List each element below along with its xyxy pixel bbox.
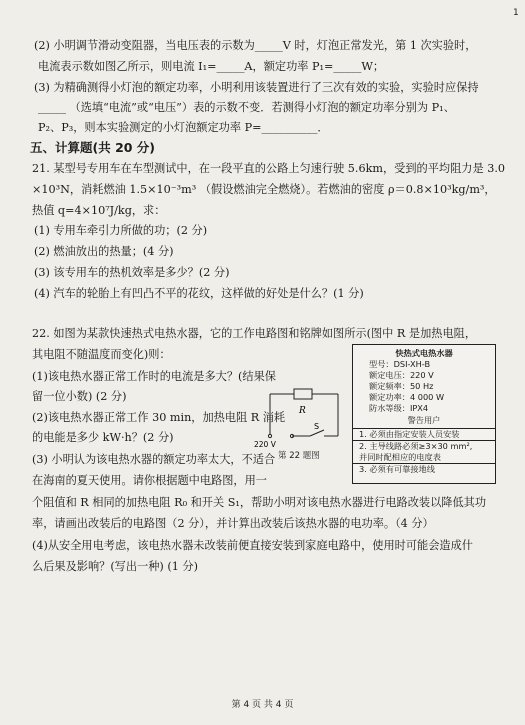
nameplate-note: 并同时配相应的电度表 <box>353 452 495 464</box>
section-title: 五、计算题(共 20 分) <box>30 140 156 155</box>
resistor-r <box>294 389 312 399</box>
figure-caption: 第 22 题图 <box>278 451 320 461</box>
nameplate-row: 防水等级：IPX4 <box>369 403 429 413</box>
page-footer: 第 4 页 共 4 页 <box>231 700 294 710</box>
q22-p1a: (1)该电热水器正常工作时的电流是多大？(结果保 <box>32 370 276 383</box>
nameplate-note: 3. 必须有可靠接地线 <box>359 464 435 474</box>
q21-line1: 21. 某型号专用车在车型测试中，在一段平直的公路上匀速行驶 5.6km，受到的平均阻力是 3.0 <box>32 162 505 175</box>
q22-p4a: (4)从安全用电考虑，该电热水器未改装前便直接安装到家庭电路中，使用时可能会造成什 <box>32 539 473 552</box>
nameplate-warning-title: 警告用户 <box>407 415 441 425</box>
q22-p3a: (3) 小明认为该电热水器的额定功率太大，不适合 <box>32 453 276 466</box>
q22-p3d: 率，请画出改装后的电路图（2 分），并计算出改装后该热水器的电功率。（4 分） <box>32 517 434 530</box>
q22-line2: 其电阻不随温度而变化)则： <box>32 348 171 361</box>
switch-label: S <box>314 422 320 431</box>
q3-line1: (3) 为精确测得小灯泡的额定功率，小明利用该装置进行了三次有效的实验，实验时应保持 <box>34 81 479 94</box>
voltage-label: 220 V <box>254 440 276 449</box>
nameplate-box <box>352 344 496 484</box>
q22-p3c: 个阻值和 R 相同的加热电阻 R₀ 和开关 S₁，帮助小明对该电热水器进行电路改装以降低其功 <box>32 496 487 509</box>
q21-line2: ×10³N，消耗燃油 1.5×10⁻³m³ （假设燃油完全燃烧）。若燃油的密度 ρ＝0.8×10³kg/m³， <box>32 183 496 196</box>
q2-line2: 电流表示数如图乙所示，则电流 I₁=_____A，额定功率 P₁=_____W； <box>38 60 385 73</box>
q21-sub2: (2) 燃油放出的热量；(4 分) <box>34 245 174 258</box>
q3-line3: P₂、P₃，则本实验测定的小灯泡额定功率 P=__________． <box>38 121 329 134</box>
q3-line2: _____ （选填“电流”或“电压”）表的示数不变．若测得小灯泡的额定功率分别为 P₁、 <box>38 101 455 114</box>
nameplate-note: 2. 主导线路必须≥3×30 mm², <box>359 441 473 451</box>
q22-p4b: 么后果及影响？(写出一种) (1 分) <box>32 560 198 573</box>
q22-p2a: (2)该电热水器正常工作 30 min，加热电阻 R 消耗 <box>32 411 286 424</box>
nameplate-row: 额定功率：4 000 W <box>369 392 445 402</box>
nameplate-note: 1. 必须由指定安装人员安装 <box>353 428 495 441</box>
q22-p2b: 的电能是多少 kW·h？(2 分) <box>32 431 174 444</box>
q22-p3b: 在海南的夏天使用。请你根据题中电路图，用一 <box>32 474 267 487</box>
q22-line1: 22. 如图为某款快速热式电热水器，它的工作电路图和铭牌如图所示(图中 R 是加热电阻， <box>32 327 477 340</box>
q21-line3: 热值 q=4×10⁷J/kg，求： <box>32 204 166 217</box>
nameplate-title: 快热式电热水器 <box>395 348 453 358</box>
terminal-left <box>268 434 271 437</box>
q21-sub3: (3) 该专用车的热机效率是多少？(2 分) <box>34 266 230 279</box>
q22-p1b: 留一位小数) (2 分) <box>32 390 127 403</box>
q21-sub4: (4) 汽车的轮胎上有凹凸不平的花纹，这样做的好处是什么？(1 分) <box>34 287 364 300</box>
nameplate-row: 型号：DSI-XH-B <box>369 359 431 369</box>
q2-line1: (2) 小明调节滑动变阻器，当电压表的示数为_____V 时，灯泡正常发光，第 1 次实验时， <box>34 39 477 52</box>
nameplate-notes <box>353 428 495 475</box>
q21-sub1: (1) 专用车牵引力所做的功；(2 分) <box>34 224 208 237</box>
resistor-label: R <box>299 406 306 416</box>
circuit-diagram <box>254 380 348 450</box>
nameplate-row: 额定电压：220 V <box>369 370 434 380</box>
nameplate-row: 额定频率：50 Hz <box>369 381 434 391</box>
corner-mark: 1 <box>513 8 519 18</box>
